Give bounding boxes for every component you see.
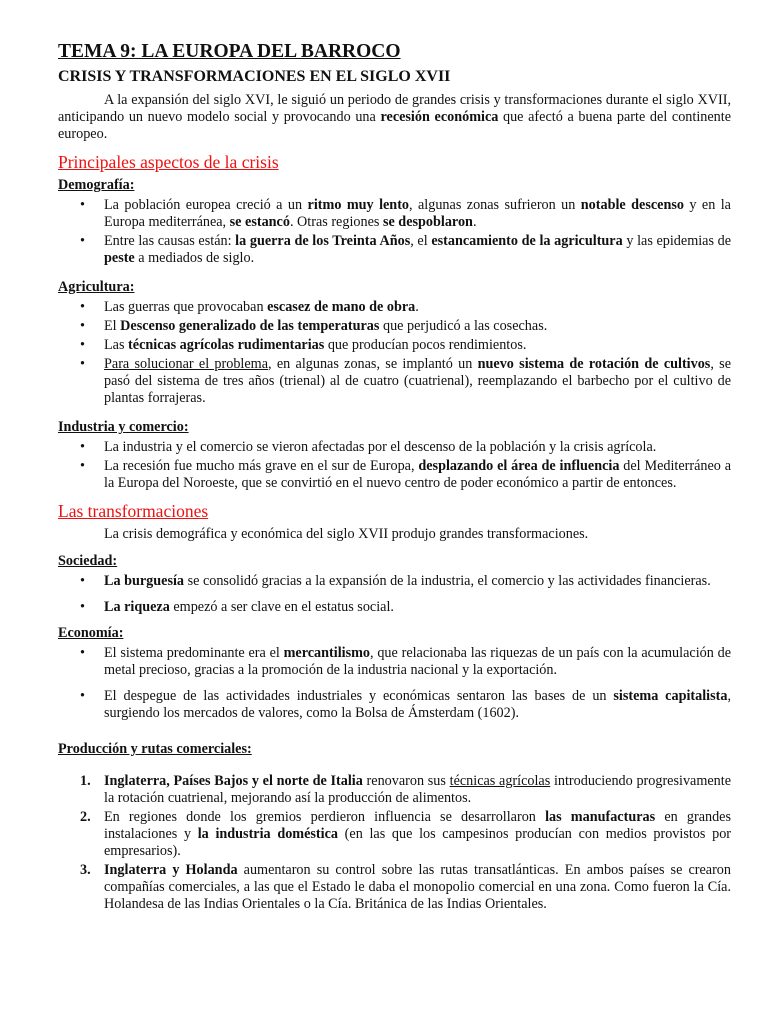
subheading-agricultura: Agricultura: (58, 279, 135, 295)
page-title: TEMA 9: LA EUROPA DEL BARROCO (58, 41, 401, 62)
list-item: 2. En regiones donde los gremios perdieron influencia se desarrollaron las manufacturas en grandes instalaciones y la industria doméstica (en las que los campesinos producían con medios provistos por empresarios). (80, 809, 732, 859)
intro-paragraph (58, 92, 731, 143)
list-item: • La riqueza empezó a ser clave en el estatus social. (104, 599, 731, 616)
subheading-economia: Economía: (58, 625, 124, 641)
subheading-produccion: Producción y rutas comerciales: (58, 741, 252, 757)
section-heading-transformaciones: Las transformaciones (58, 501, 209, 521)
list-item: • La burguesía se consolidó gracias a la expansión de la industria, el comercio y las actividades financieras. (104, 573, 731, 590)
list-item: • La industria y el comercio se vieron afectadas por el descenso de la población y la crisis agrícola. (104, 439, 731, 456)
produccion-list (58, 773, 731, 913)
section-heading-crisis: Principales aspectos de la crisis (58, 152, 279, 172)
intro-bold: recesión económica (380, 109, 499, 125)
list-item: 1. Inglaterra, Países Bajos y el norte de Italia renovaron sus técnicas agrícolas introduciendo progresivamente la rotación cuatrienal, mejorando así la producción de alimentos. (80, 773, 731, 806)
list-item: • El sistema predominante era el mercantilismo, que relacionaba las riquezas de un país con la acumulación de metal precioso, gracias a la promoción de la industria nacional y la exportación. (104, 645, 731, 679)
list-item: • La población europea creció a un ritmo muy lento, algunas zonas sufrieron un notable descenso y en la Europa mediterránea, se estancó. Otras regiones se despoblaron. (104, 197, 731, 231)
list-item: • El despegue de las actividades industriales y económicas sentaron las bases de un sistema capitalista, surgiendo los mercados de valores, como la Bolsa de Ámsterdam (1602). (104, 688, 731, 722)
list-item: 3. Inglaterra y Holanda aumentaron su control sobre las rutas transatlánticas. En ambos países se crearon compañías comerciales, a las que el Estado le daba el monopolio comercial en una zona. Como fueron la Cía. Holandesa de las Indias Orientales o la Cía. Británica de las Indias Orientales. (80, 862, 731, 912)
subheading-industria: Industria y comercio: (58, 419, 189, 435)
list-item: • Para solucionar el problema, en algunas zonas, se implantó un nuevo sistema de rotación de cultivos, se pasó del sistema de tres años (trienal) al de cuatro (cuatrienal), reemplazando el barbecho por el cultivo de plantas forrajeras. (104, 356, 731, 407)
sociedad-list (58, 573, 731, 616)
page-subtitle: CRISIS Y TRANSFORMACIONES EN EL SIGLO XVII (58, 68, 451, 85)
demografia-list (58, 197, 731, 267)
list-item: • Las técnicas agrícolas rudimentarias que producían pocos rendimientos. (104, 337, 731, 354)
economia-list (58, 645, 731, 722)
industria-list (58, 439, 731, 492)
subheading-sociedad: Sociedad: (58, 553, 118, 569)
list-item: • La recesión fue mucho más grave en el sur de Europa, desplazando el área de influencia del Mediterráneo a la Europa del Noroeste, que se convirtió en el nuevo centro de poder económico a partir de entonces. (104, 458, 731, 492)
agricultura-list (58, 299, 731, 407)
transformaciones-intro: La crisis demográfica y económica del siglo XVII produjo grandes transformaciones. (104, 526, 589, 542)
list-item: • El Descenso generalizado de las temperaturas que perjudicó a las cosechas. (104, 318, 731, 335)
subheading-demografia: Demografía: (58, 177, 135, 193)
intro-text: A la expansión del siglo XVI, le siguió un periodo de grandes crisis y transformaciones durante el siglo XVII, anticipando un nuevo modelo social y provocando una (58, 92, 731, 125)
intro-text-end: que afectó a buena parte del continente europeo. (58, 109, 732, 142)
list-item: • Las guerras que provocaban escasez de mano de obra. (104, 299, 731, 316)
list-item: • Entre las causas están: la guerra de los Treinta Años, el estancamiento de la agricultura y las epidemias de peste a mediados de siglo. (104, 233, 731, 267)
